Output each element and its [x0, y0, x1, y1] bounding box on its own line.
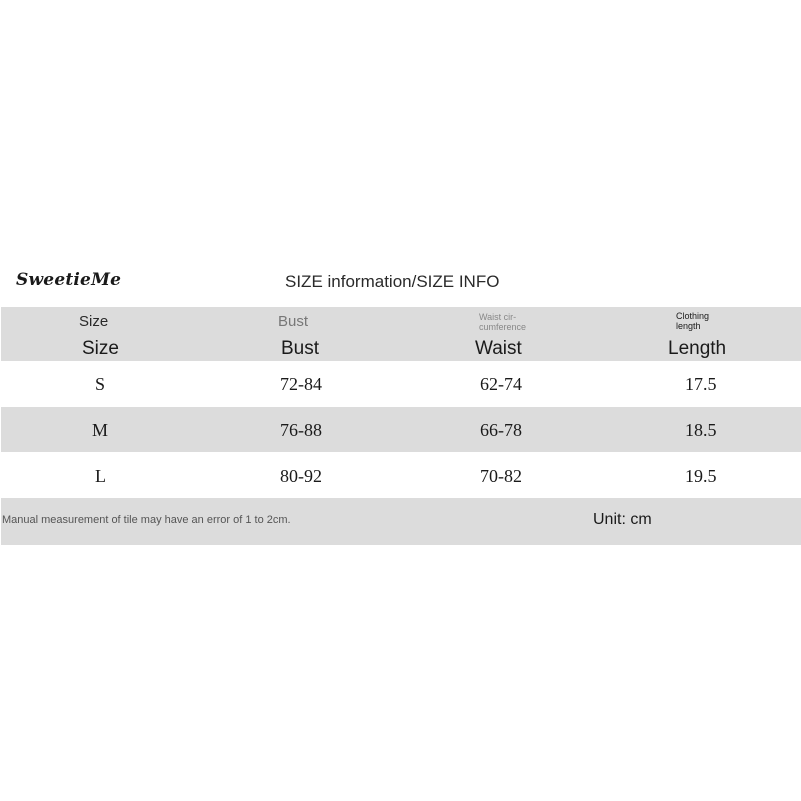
- cell-waist: 62-74: [480, 374, 522, 394]
- column-header-bust-main: Bust: [281, 338, 320, 359]
- brand-logo: SweetieMe: [16, 270, 122, 290]
- cell-waist: 66-78: [480, 420, 522, 440]
- cell-size: L: [95, 466, 106, 486]
- measurement-note: Manual measurement of tile may have an error of 1 to 2cm.: [2, 514, 291, 526]
- cell-bust: 80-92: [280, 466, 322, 486]
- column-header-waist-small-1: Waist cir-: [479, 312, 517, 322]
- page-title: SIZE information/SIZE INFO: [285, 272, 500, 291]
- column-header-length-main: Length: [668, 338, 727, 359]
- column-header-bust-small: Bust: [278, 313, 309, 330]
- cell-length: 18.5: [685, 420, 717, 440]
- cell-bust: 72-84: [280, 374, 322, 394]
- column-header-waist-main: Waist: [475, 338, 522, 359]
- unit-label: Unit: cm: [593, 511, 652, 528]
- cell-length: 17.5: [685, 374, 717, 394]
- column-header-length-small-1: Clothing: [676, 311, 710, 321]
- cell-bust: 76-88: [280, 420, 322, 440]
- column-header-size-main: Size: [82, 338, 119, 359]
- column-header-length-small-2: length: [676, 321, 701, 331]
- column-header-size-small: Size: [79, 313, 109, 330]
- cell-size: M: [92, 420, 109, 440]
- cell-length: 19.5: [685, 466, 717, 486]
- row-band-m: [1, 407, 801, 452]
- column-header-waist-small-2: cumference: [479, 322, 527, 332]
- cell-size: S: [95, 374, 106, 394]
- cell-waist: 70-82: [480, 466, 522, 486]
